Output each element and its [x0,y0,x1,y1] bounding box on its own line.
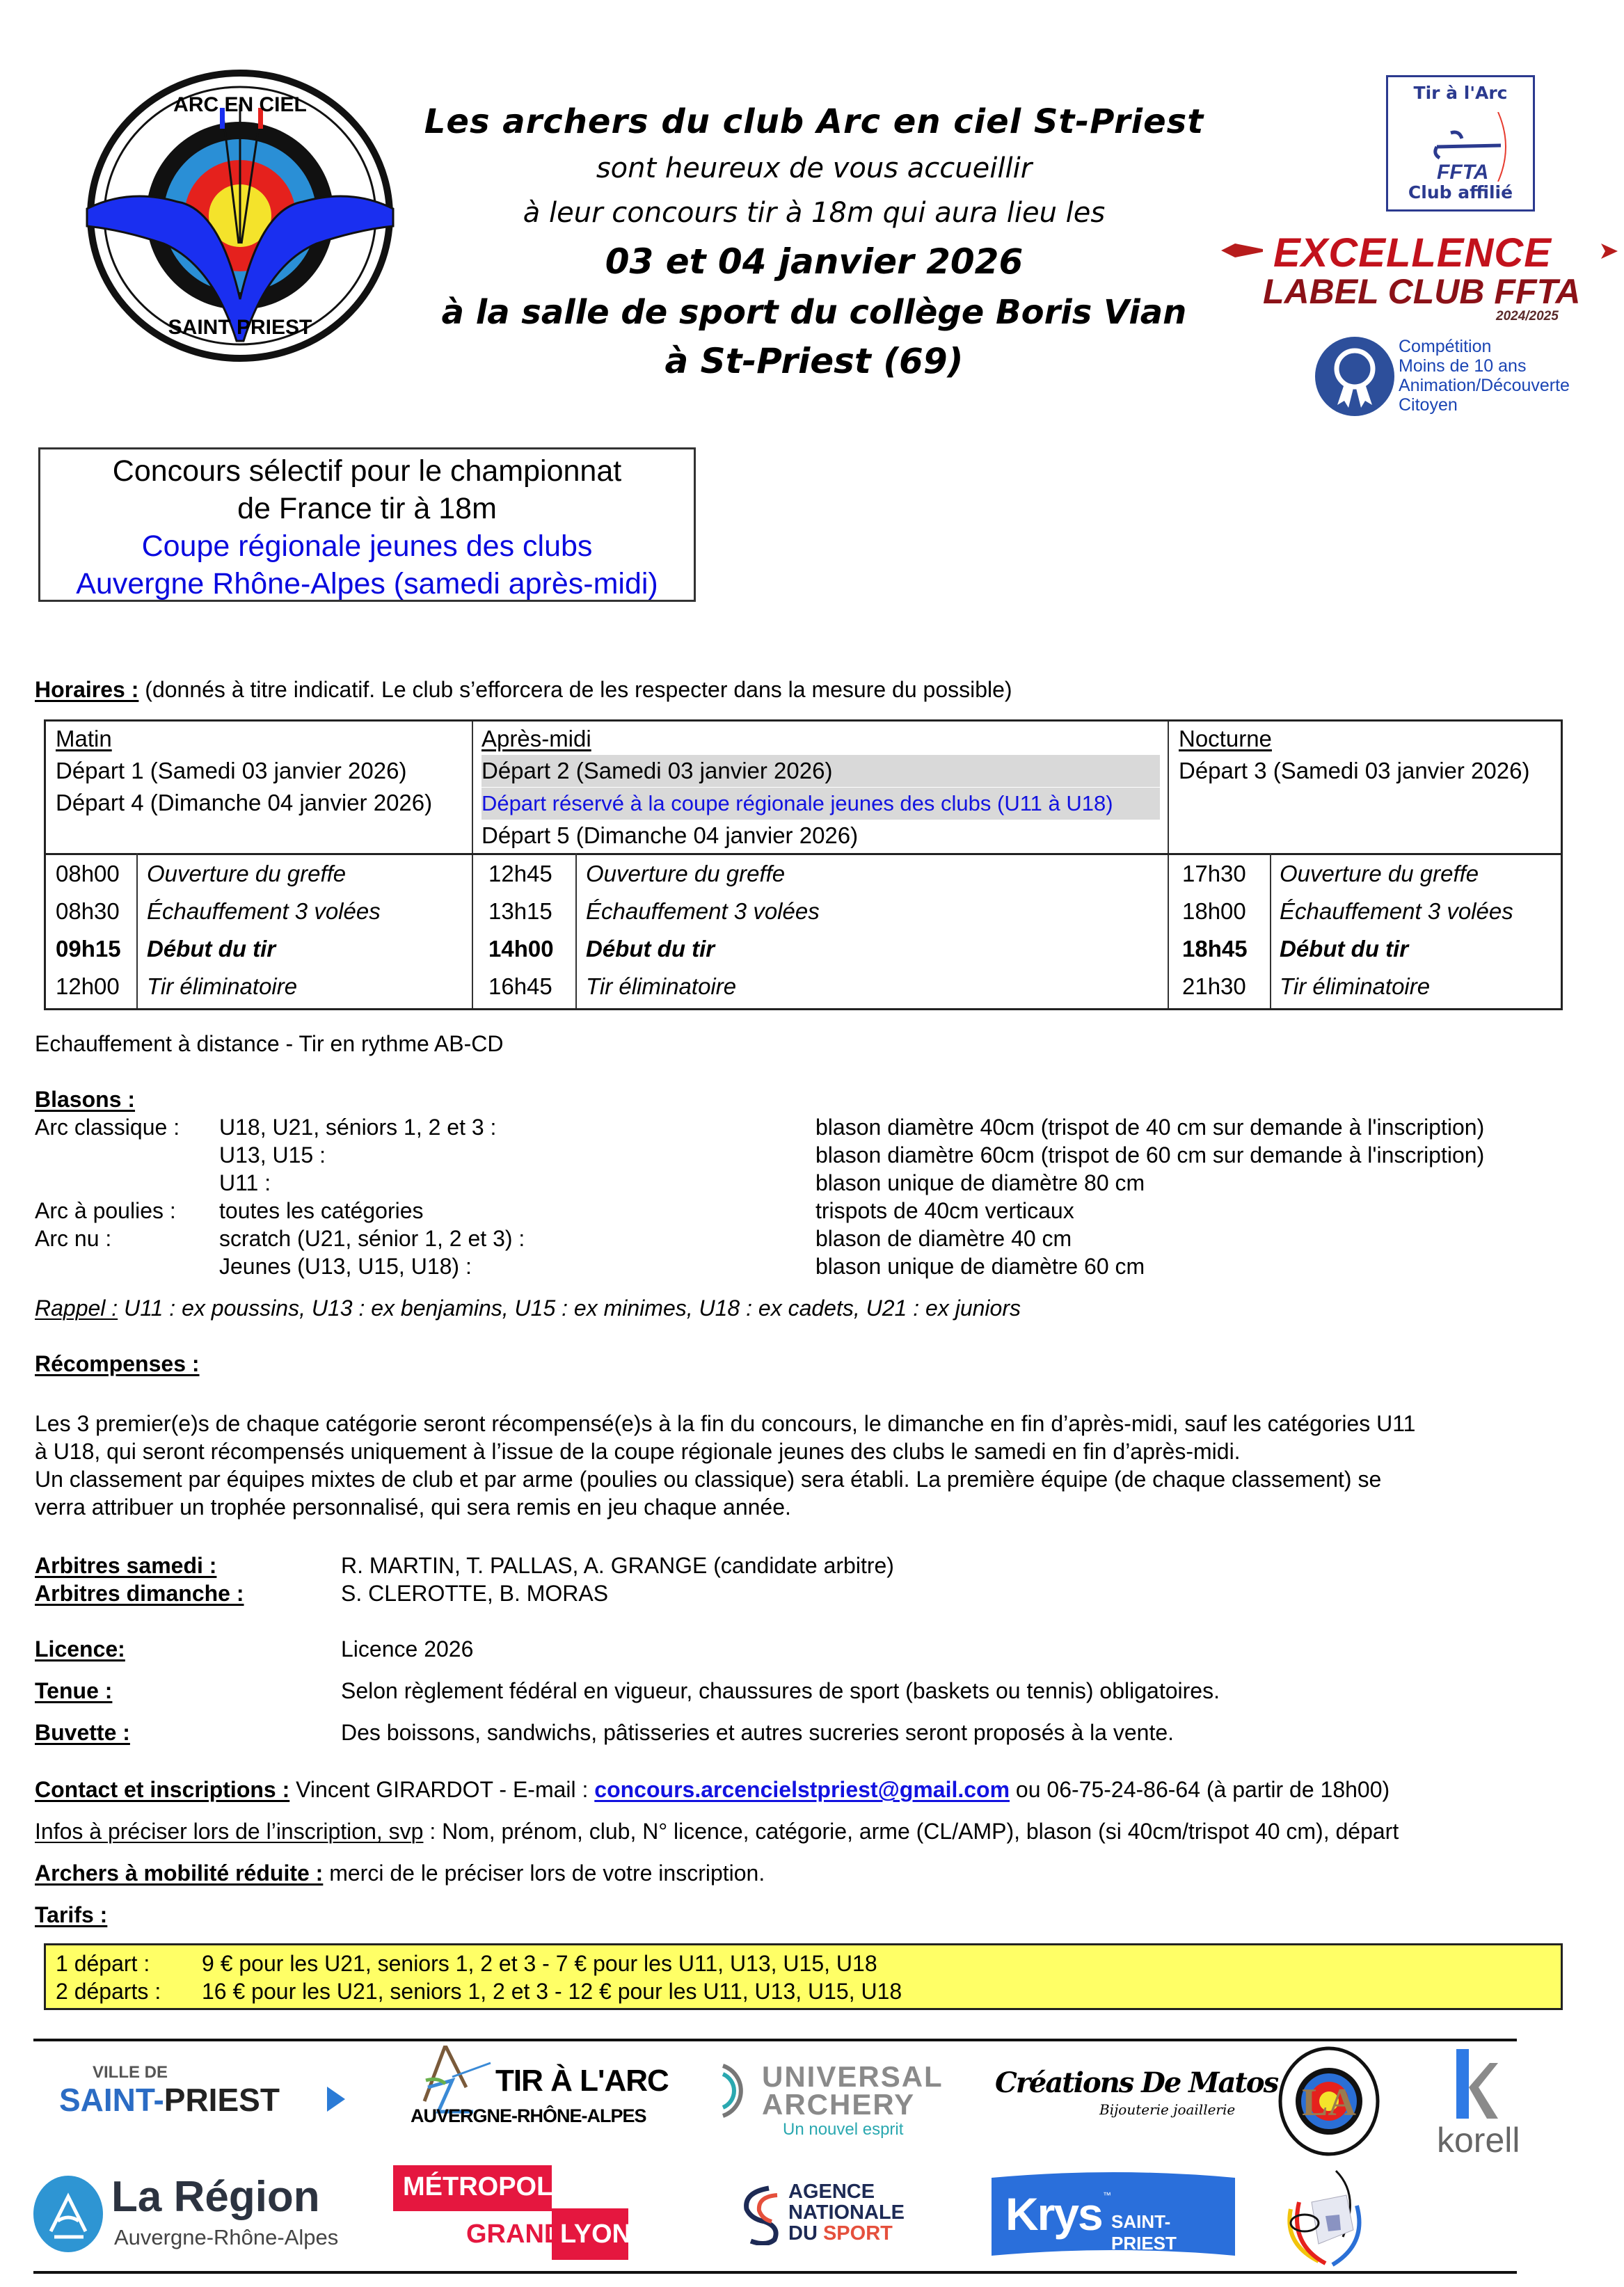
time-start: 18h45 [1182,936,1248,962]
recompenses-line: verra attribuer un trophée personnalisé, qui sera remis en jeu chaque année. [35,1495,791,1520]
recompenses-text [35,1410,1415,1521]
rappel-line [35,1294,1021,1322]
announcement-line-2: sont heureux de vous accueillir [596,152,1033,184]
blasons-heading: Blasons : [35,1087,136,1112]
ans-text: AGENCE NATIONALE DU SPORT [788,2181,905,2245]
schedule-table [44,719,1563,1010]
depart-coupe-regionale: Départ réservé à la coupe régionale jeunes des clubs (U11 à U18) [481,788,1160,820]
activity-start: Début du tir [586,936,715,962]
ffta-affiliated-badge [1386,75,1535,212]
tenue-label: Tenue : [35,1678,113,1703]
tenue-value: Selon règlement fédéral en vigueur, chaussures de sport (baskets ou tennis) obligatoires. [341,1678,1220,1703]
tarif-key: 2 départs : [56,1979,161,2004]
sponsor-korell [1437,2049,1520,2160]
krys-tm: ™ [1103,2190,1111,2200]
blason-spec: blason unique de diamètre 80 cm [815,1170,1145,1195]
activity: Ouverture du greffe [147,861,347,886]
event-venue: à la salle de sport du collège Boris Vian [441,293,1187,332]
activity: Ouverture du greffe [586,861,786,886]
time: 18h00 [1182,898,1246,924]
session-nocturne-header [1179,723,1529,787]
sponsors-bottom-divider [33,2271,1517,2274]
announcement-line-1: Les archers du club Arc en ciel St-Priest [424,102,1204,141]
arbitres-samedi-value: R. MARTIN, T. PALLAS, A. GRANGE (candidate arbitre) [341,1553,894,1578]
activity: Échauffement 3 volées [1280,898,1513,924]
session-matin-times [56,855,121,1005]
region-name: La Région [111,2173,320,2221]
event-city: à St-Priest (69) [664,341,964,381]
category: toutes les catégories [219,1198,424,1223]
comite-emblem-icon [1277,2167,1374,2268]
label-competition: Compétition [1399,337,1492,356]
sponsor-la-region [33,2172,367,2256]
time-start: 09h15 [56,936,121,962]
time-start: 14h00 [488,936,554,962]
club-labels [1315,337,1621,420]
ffta-brand: FFTA [1437,161,1489,182]
selective-competition-box [38,447,696,602]
activity-start: Début du tir [147,936,276,962]
sponsors-top-divider [33,2039,1517,2041]
session-matin-title: Matin [56,726,112,751]
lyon-archerie-emblem-icon [1277,2046,1381,2157]
horaires-label: Horaires : [35,677,139,702]
korell-k-icon [1456,2049,1498,2119]
tarifs-heading: Tarifs : [35,1902,108,1927]
pmr-text: merci de le préciser lors de votre inscription. [323,1860,765,1886]
tarif-key: 1 départ : [56,1951,150,1976]
category: Jeunes (U13, U15, U18) : [219,1254,472,1279]
tarif-row [56,1950,1561,1977]
label-moins-10-ans: Moins de 10 ans [1399,356,1527,376]
depart-2: Départ 2 (Samedi 03 janvier 2026) [481,755,1160,787]
rappel-text: U11 : ex poussins, U13 : ex benjamins, U15 : ex minimes, U18 : ex cadets, U21 : ex juniors [118,1296,1021,1321]
pmr-line [35,1859,765,1887]
arbitres-dimanche-label: Arbitres dimanche : [35,1581,244,1606]
depart-1: Départ 1 (Samedi 03 janvier 2026) [56,758,407,783]
recompenses-line: Les 3 premier(e)s de chaque catégorie seront récompensé(e)s à la fin du concours, le dimanche en fin d’après-midi, sauf les catégories U11 [35,1411,1416,1436]
licence-label: Licence: [35,1636,125,1662]
label-animation: Animation/Découverte [1399,376,1570,395]
activity: Échauffement 3 volées [586,898,820,924]
club-logo-top-text: ARC EN CIEL [173,93,307,116]
ffta-badge-top: Tir à l'Arc [1413,83,1508,103]
label-citoyen: Citoyen [1399,395,1458,415]
time: 12h00 [56,973,120,999]
contact-line [35,1776,1390,1803]
arbitres-samedi-label: Arbitres samedi : [35,1553,217,1578]
sponsor-comite-rhone [1277,2167,1374,2268]
tarif-value: 9 € pour les U21, seniors 1, 2 et 3 - 7 € pour les U11, U13, U15, U18 [202,1951,877,1976]
blason-spec: blason diamètre 60cm (trispot de 60 cm sur demande à l'inscription) [815,1142,1485,1168]
sponsor-agence-nationale-sport [741,2181,936,2251]
time: 17h30 [1182,861,1246,886]
time: 13h15 [488,898,552,924]
blason-spec: trispots de 40cm verticaux [815,1198,1074,1223]
arrow-tip-icon [1601,244,1618,259]
recompenses-line: Un classement par équipes mixtes de club et par arme (poulies ou classique) sera établi. La première équipe (de chaque classement) se [35,1467,1382,1492]
time: 08h30 [56,898,120,924]
arc-label: Arc nu : [35,1226,112,1251]
archery-text: ARCHERY [762,2088,916,2121]
activity: Échauffement 3 volées [147,898,381,924]
selective-line-1: Concours sélectif pour le championnat [112,454,622,488]
club-logo-bottom-text: SAINT PRIEST [168,316,312,339]
ans-s-logo-icon [741,2185,783,2245]
selective-line-2: de France tir à 18m [237,492,497,525]
pmr-label: Archers à mobilité réduite : [35,1860,324,1886]
event-announcement [417,97,1211,385]
sponsor-tir-arc-aura [411,2039,675,2136]
recompenses-heading: Récompenses : [35,1351,200,1376]
sponsor-metropole-grand-lyon [393,2165,658,2260]
excellence-label [1221,230,1618,327]
category: U11 : [219,1170,271,1195]
region-logo-icon [33,2176,103,2252]
excellence-subtitle: LABEL CLUB FFTA [1263,272,1581,311]
tir-arc-region: AUVERGNE-RHÔNE-ALPES [411,2105,646,2126]
play-arrow-icon [327,2087,345,2112]
blason-spec: blason de diamètre 40 cm [815,1226,1072,1251]
krys-city: SAINT-PRIEST [1111,2211,1177,2254]
grand-text: GRAND [466,2220,564,2249]
session-apresmidi-times [488,855,554,1005]
sponsor-krys [992,2172,1235,2256]
lyon-text: LYON [560,2220,632,2249]
blason-spec: blason diamètre 40cm (trispot de 40 cm sur demande à l'inscription) [815,1115,1485,1140]
excellence-title: EXCELLENCE [1273,230,1552,276]
metropole-text: MÉTROPOLE [403,2172,571,2201]
arbitres-dimanche-value: S. CLEROTTE, B. MORAS [341,1581,609,1606]
contact-email-link[interactable]: concours.arcencielstpriest@gmail.com [594,1777,1010,1802]
session-nocturne-times [1182,855,1248,1005]
coupe-regionale-line-2: Auvergne Rhône-Alpes (samedi après-midi) [76,567,658,600]
rosette-icon [1315,337,1394,416]
recompenses-line: à U18, qui seront récompensés uniquement à l’issue de la coupe régionale jeunes des clubs le samedi en fin d’après-midi. [35,1439,1241,1464]
session-apresmidi-activities [586,855,820,1005]
inscription-infos-label: Infos à préciser lors de l’inscription, svp [35,1819,424,1844]
category: U18, U21, séniors 1, 2 et 3 : [219,1115,497,1140]
depart-4: Départ 4 (Dimanche 04 janvier 2026) [56,790,433,815]
session-matin-activities [147,855,381,1005]
activity: Tir éliminatoire [586,973,737,999]
category: U13, U15 : [219,1142,326,1168]
universal-archery-target-icon [720,2063,755,2119]
time: 21h30 [1182,973,1246,999]
creations-matos-sub: Bijouterie joaillerie [1099,2101,1236,2118]
inscription-infos-text: : Nom, prénom, club, N° licence, catégorie, arme (CL/AMP), blason (si 40cm/trispot 40 cm), départ [423,1819,1399,1844]
tarif-value: 16 € pour les U21, seniors 1, 2 et 3 - 12 € pour les U11, U13, U15, U18 [202,1979,902,2004]
korell-name: korell [1437,2121,1520,2160]
activity: Ouverture du greffe [1280,861,1479,886]
ffta-archer-icon [1416,112,1513,182]
sponsor-universal-archery [720,2060,957,2139]
rappel-label: Rappel : [35,1296,118,1321]
archer-silhouette-icon [417,2046,494,2115]
universal-tagline: Un nouvel esprit [783,2120,904,2139]
horaires-heading [35,676,1012,703]
club-logo [66,70,400,362]
depart-5: Départ 5 (Dimanche 04 janvier 2026) [481,822,859,848]
session-apresmidi-title: Après-midi [481,726,591,751]
category: scratch (U21, sénior 1, 2 et 3) : [219,1226,525,1251]
activity: Tir éliminatoire [147,973,298,999]
tarif-row [56,1977,1561,2005]
session-nocturne-activities [1280,855,1513,1005]
buvette-value: Des boissons, sandwichs, pâtisseries et autres sucreries seront proposés à la vente. [341,1720,1175,1745]
event-dates: 03 et 04 janvier 2026 [605,241,1024,282]
buvette-label: Buvette : [35,1720,130,1745]
session-matin-header [56,723,432,819]
activity-start: Début du tir [1280,936,1409,962]
krys-brand: Krys [1005,2188,1102,2240]
licence-value: Licence 2026 [341,1636,474,1662]
tarifs-box [44,1943,1563,2010]
contact-phone: ou 06-75-24-86-64 (à partir de 18h00) [1010,1777,1390,1802]
universal-text: UNIVERSAL [762,2060,944,2093]
inscription-infos-line [35,1817,1399,1845]
time: 08h00 [56,861,120,886]
announcement-line-3: à leur concours tir à 18m qui aura lieu les [523,197,1106,229]
arc-label: Arc à poulies : [35,1198,176,1223]
sponsor-lyon-archerie [1277,2046,1381,2157]
excellence-season: 2024/2025 [1496,309,1559,324]
blason-spec: blason unique de diamètre 60 cm [815,1254,1145,1279]
sponsor-creations-de-matos [995,2066,1278,2136]
saint-priest-top-text: VILLE DE [93,2063,168,2082]
contact-name: Vincent GIRARDOT - E-mail : [289,1777,595,1802]
coupe-regionale-line-1: Coupe régionale jeunes des clubs [141,529,593,563]
activity: Tir éliminatoire [1280,973,1431,999]
session-nocturne-title: Nocturne [1179,726,1272,751]
depart-3: Départ 3 (Samedi 03 janvier 2026) [1179,758,1530,783]
echauffement-note: Echauffement à distance - Tir en rythme AB-CD [35,1031,504,1056]
tir-arc-title: TIR À L'ARC [495,2064,669,2098]
creations-matos-name: Créations De Matos [995,2066,1278,2099]
arrow-feather-icon [1221,242,1263,259]
region-sub: Auvergne-Rhône-Alpes [114,2225,339,2249]
ffta-badge-bottom: Club affilié [1408,182,1513,202]
sponsor-ville-saint-priest [59,2063,280,2133]
arc-label: Arc classique : [35,1115,180,1140]
horaires-note: (donnés à titre indicatif. Le club s’efforcera de les respecter dans la mesure du possible) [138,677,1012,702]
time: 16h45 [488,973,552,999]
svg-text:LA: LA [1302,2081,1356,2124]
saint-priest-name: SAINT-PRIEST [59,2082,280,2118]
time: 12h45 [488,861,552,886]
session-apresmidi-header [481,723,1160,852]
contact-label: Contact et inscriptions : [35,1777,290,1802]
